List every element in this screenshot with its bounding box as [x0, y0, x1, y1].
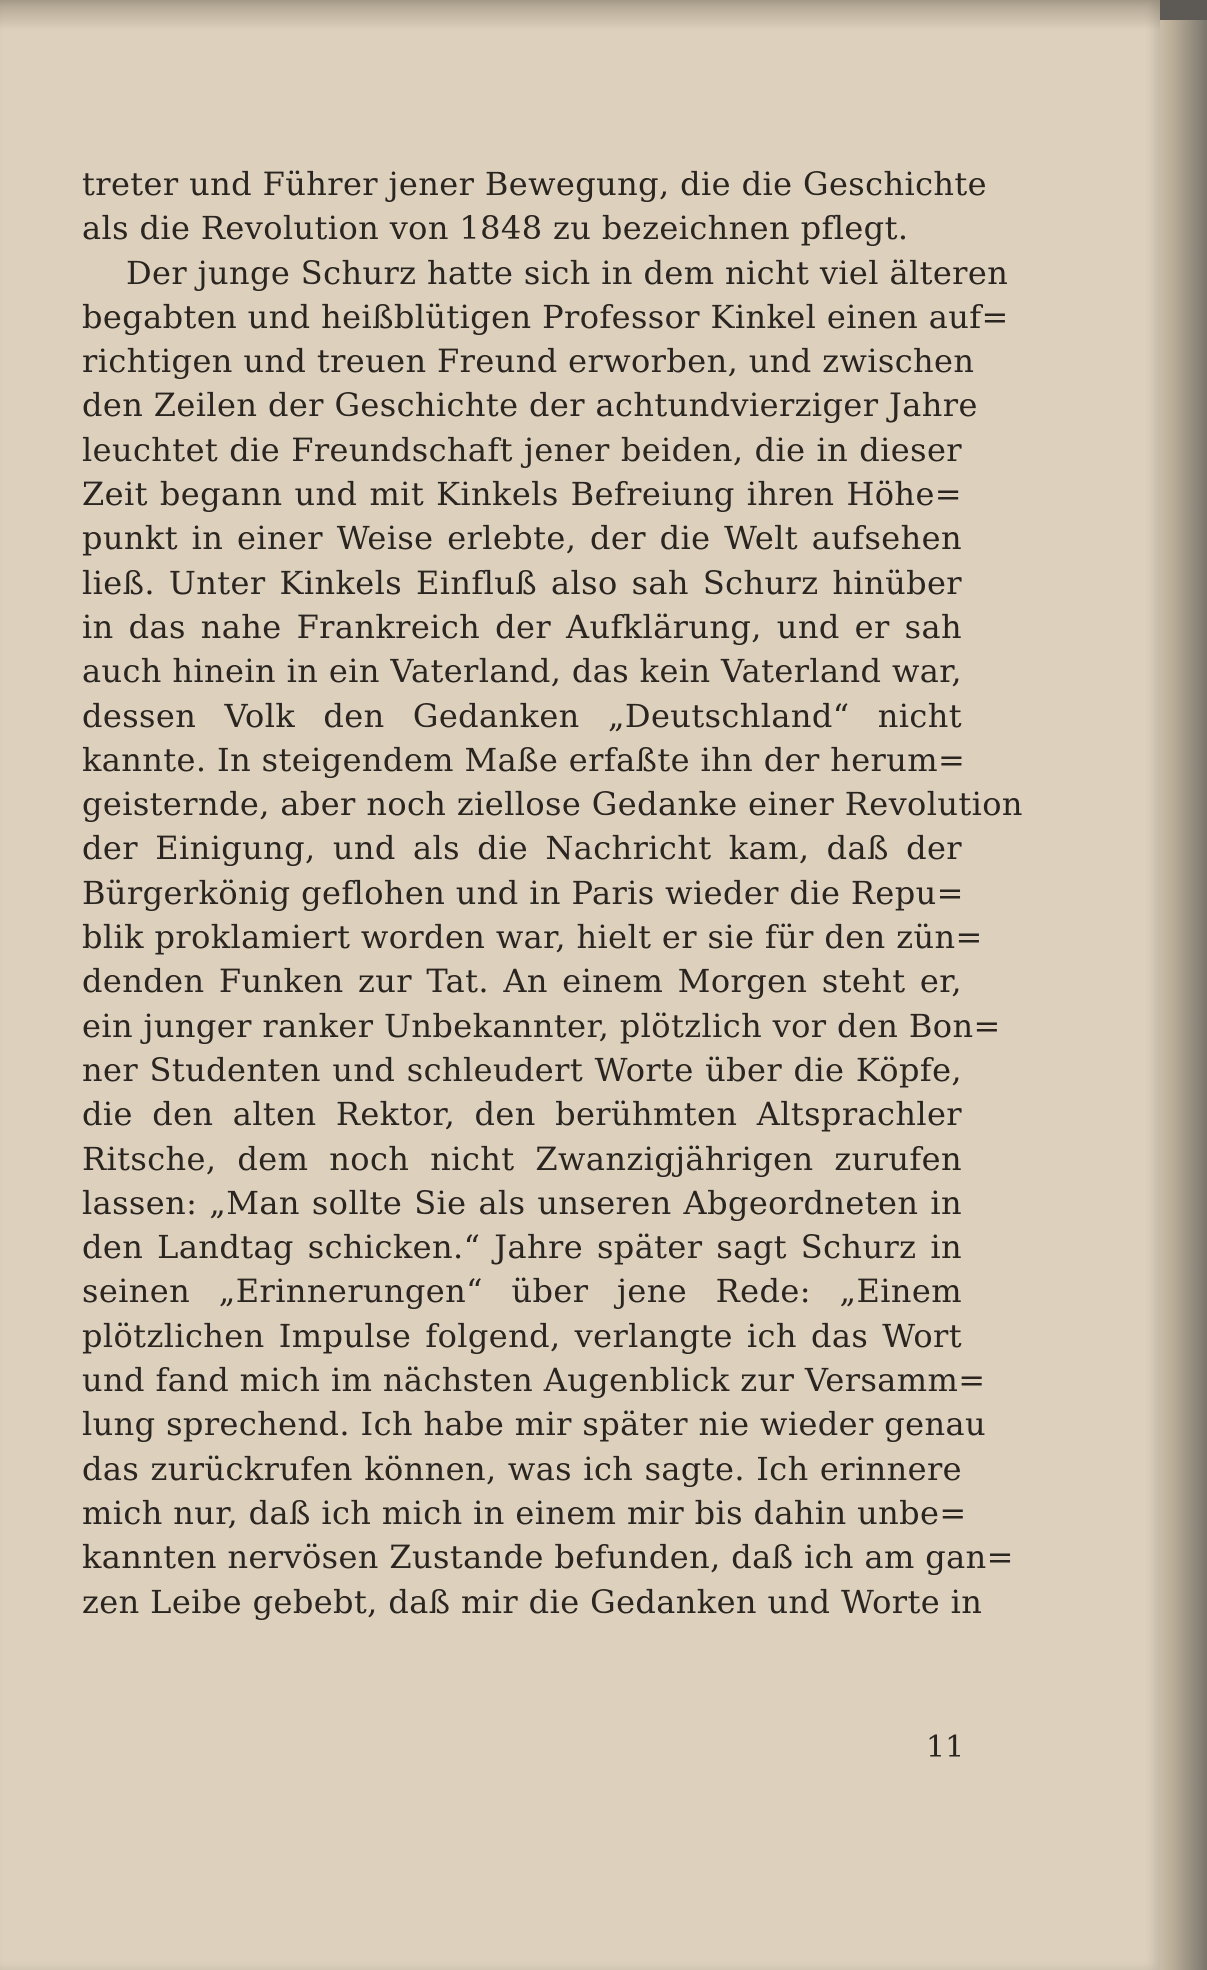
text-line: lassen: „Man sollte Sie als unseren Abgeordneten in [82, 1183, 962, 1222]
page-edge [1160, 20, 1207, 1970]
text-line: denden Funken zur Tat. An einem Morgen steht er, [82, 962, 962, 1001]
page-top-shadow [0, 0, 1160, 30]
text-line: ließ. Unter Kinkels Einfluß also sah Schurz hinüber [82, 563, 962, 602]
body-text [82, 162, 1023, 1624]
text-line: richtigen und treuen Freund erworben, und zwischen [82, 342, 975, 381]
text-line: plötzlichen Impulse folgend, verlangte ich das Wort [82, 1316, 962, 1355]
text-line: blik proklamiert worden war, hielt er sie für den zün= [82, 918, 983, 957]
text-line: kannten nervösen Zustande befunden, daß ich am gan= [82, 1538, 1014, 1577]
text-line: ner Studenten und schleudert Worte über die Köpfe, [82, 1050, 962, 1089]
text-line: seinen „Erinnerungen“ über jene Rede: „Einem [82, 1272, 962, 1311]
text-line: lung sprechend. Ich habe mir später nie wieder genau [82, 1405, 987, 1444]
text-line: Bürgerkönig geflohen und in Paris wieder die Repu= [82, 873, 964, 912]
text-line: der Einigung, und als die Nachricht kam, daß der [82, 829, 962, 868]
text-line: die den alten Rektor, den berühmten Altsprachler [82, 1095, 962, 1134]
text-line: dessen Volk den Gedanken „Deutschland“ nicht [82, 696, 962, 735]
page-number: 11 [926, 1730, 965, 1765]
text-line: in das nahe Frankreich der Aufklärung, und er sah [82, 607, 962, 646]
text-line: treter und Führer jener Bewegung, die die Geschichte [82, 165, 988, 203]
text-line: als die Revolution von 1848 zu bezeichnen pflegt. [82, 209, 909, 248]
text-line: Ritsche, dem noch nicht Zwanzigjährigen zurufen [82, 1139, 962, 1178]
text-line: auch hinein in ein Vaterland, das kein Vaterland war, [82, 652, 962, 691]
text-line: Der junge Schurz hatte sich in dem nicht viel älteren [126, 253, 1009, 292]
text-line: zen Leibe gebebt, daß mir die Gedanken und Worte in [82, 1582, 983, 1621]
text-line: geisternde, aber noch ziellose Gedanke einer Revolution [82, 785, 1023, 824]
text-line: ein junger ranker Unbekannter, plötzlich vor den Bon= [82, 1006, 1001, 1045]
text-line: Zeit begann und mit Kinkels Befreiung ihren Höhe= [82, 475, 962, 514]
text-line: das zurückrufen können, was ich sagte. Ich erinnere [82, 1449, 962, 1488]
text-line: den Zeilen der Geschichte der achtundvierziger Jahre [82, 386, 978, 425]
text-line: den Landtag schicken.“ Jahre später sagt Schurz in [82, 1228, 962, 1267]
text-line: kannte. In steigendem Maße erfaßte ihn der herum= [82, 740, 966, 779]
text-line: punkt in einer Weise erlebte, der die Welt aufsehen [82, 519, 962, 558]
text-line: und fand mich im nächsten Augenblick zur Versamm= [82, 1361, 986, 1400]
text-line: mich nur, daß ich mich in einem mir bis dahin unbe= [82, 1493, 967, 1532]
text-line: leuchtet die Freundschaft jener beiden, die in dieser [82, 430, 962, 469]
text-line: begabten und heißblütigen Professor Kinkel einen auf= [82, 297, 1009, 336]
